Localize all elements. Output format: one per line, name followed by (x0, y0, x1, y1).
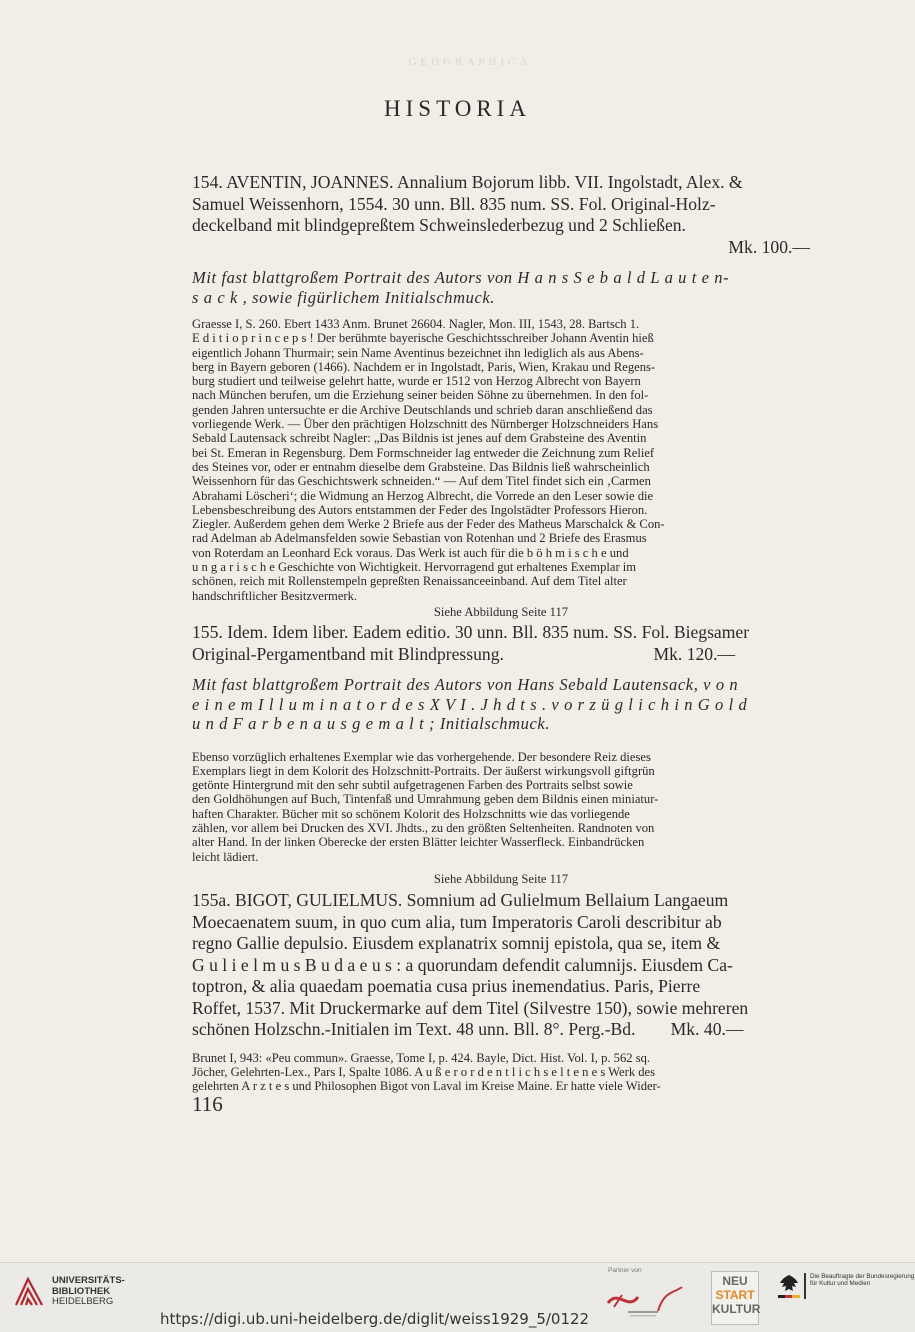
note-line: haften Charakter. Bücher mit so schönem Kolorit des Holzschnitts wie das vorliegende (192, 806, 630, 821)
entry-line: Roffet, 1537. Mit Druckermarke auf dem Titel (Silvestre 150), sowie mehreren (192, 997, 749, 1018)
library-line: UNIVERSITÄTS- (52, 1275, 125, 1287)
entry-line: toptron, & alia quaedam poematia cusa prius inemendatius. Paris, Pierre (192, 976, 701, 996)
note-line: Jöcher, Gelehrten-Lex., Pars I, Spalte 1086. A u ß e r o r d e n t l i c h s e l t e n e s Werk des (192, 1064, 656, 1079)
note-line: Sebald Lautensack schreibt Nagler: „Das Bildnis ist jenes auf dem Grabsteine des Aventin (192, 431, 647, 446)
library-line: HEIDELBERG (52, 1296, 114, 1308)
note-line: Lebensbeschreibung des Autors entstammen der Feder des Ingolstädter Professors Hieron. (192, 502, 648, 517)
entry-155a-commentary (192, 1051, 810, 1094)
entry-155-title (192, 622, 810, 665)
note-line: von Roterdam an Leonhard Eck voraus. Das Werk ist auch für die b ö h m i s c h e und (192, 545, 629, 560)
bkm-logo[interactable] (778, 1273, 915, 1299)
italic-line: e i n e m I l l u m i n a t o r d e s X V I . J h d t s . v o r z ü g l i c h i n G o l d (192, 694, 748, 714)
entry-line: deckelband mit blindgepreßtem Schweinslederbezug und 2 Schließen. (192, 215, 686, 235)
note-line: den Goldhöhungen auf Buch, Tintenfaß und Umrahmung geben dem Bildnis einen miniatur- (192, 792, 659, 807)
note-line: Weissenhorn für das Geschichtswerk schneiden.“ — Auf dem Titel findet sich ein ‚Carmen (192, 474, 651, 489)
entry-154 (192, 172, 810, 620)
note-line: Ebenso vorzüglich erhaltenes Exemplar wie das vorhergehende. Der besondere Reiz dieses (192, 749, 651, 764)
note-line: rad Adelman ab Adelmansfelden sowie Sebastian von Rotenhan und 2 Briefe des Erasmus (192, 531, 647, 546)
entry-154-illustration-note (192, 268, 810, 307)
note-line: des Steines vor, oder er entnahm dieselbe dem Grabsteine. Das Bildnis ließ wahrscheinlich (192, 459, 650, 474)
entry-line: 154. AVENTIN, JOANNES. Annalium Bojorum libb. VII. Ingolstadt, Alex. & (192, 172, 743, 192)
italic-line: s a c k , sowie figürlichem Initialschmuck. (192, 287, 496, 307)
note-line: handschriftlicher Besitzvermerk. (192, 588, 358, 603)
entry-line: 155. Idem. Idem liber. Eadem editio. 30 unn. Bll. 835 num. SS. Fol. Biegsamer (192, 622, 750, 642)
entry-155a-title (192, 890, 810, 1041)
note-line: Brunet I, 943: «Peu commun». Graesse, Tome I, p. 424. Bayle, Dict. Hist. Vol. I, p. 562 sq. (192, 1050, 651, 1065)
ub-heidelberg-icon (12, 1275, 46, 1309)
note-line: E d i t i o p r i n c e p s ! Der berühmte bayerische Geschichtsschreiber Johann Aventin hieß (192, 331, 654, 346)
federal-eagle-icon (778, 1273, 800, 1299)
viewer-footer (0, 1262, 915, 1332)
neustart-line: NEU (722, 1274, 748, 1288)
university-library-name (52, 1276, 125, 1308)
entry-price: Mk. 100.— (728, 236, 810, 257)
entry-line: Samuel Weissenhorn, 1554. 30 unn. Bll. 835 num. SS. Fol. Original-Holz- (192, 193, 716, 214)
neustart-line: START (715, 1288, 755, 1302)
entry-155 (192, 622, 810, 887)
note-line: leicht lädiert. (192, 849, 259, 864)
note-line: burg studiert und teilweise gelehrt hatte, wurde er 1512 von Herzog Albrecht von Bayern (192, 374, 641, 389)
entry-line: Original-Pergamentband mit Blindpressung. Mk. 120.— (192, 643, 736, 664)
entry-155-commentary (192, 750, 810, 864)
deutsche-digitale-bibliothek-logo[interactable] (600, 1281, 700, 1321)
note-line: Graesse I, S. 260. Ebert 1433 Anm. Brunet 26604. Nagler, Mon. III, 1543, 28. Bartsch 1. (192, 317, 640, 331)
entry-155a (192, 890, 810, 1093)
see-illustration-ref: Siehe Abbildung Seite 117 (433, 871, 569, 886)
italic-line: Mit fast blattgroßem Portrait des Autors von Hans Sebald Lautensack, v o n (192, 675, 739, 694)
note-line: vorliegende Werk. — Über den prächtigen Holzschnitt des Nürnberger Holzschneiders Hans (192, 417, 659, 432)
entry-154-title (192, 172, 810, 258)
neustart-kultur-logo[interactable] (711, 1271, 759, 1325)
note-line: eigentlich Johann Thurmair; sein Name Aventinus bezeichnet ihn lediglich als aus Abens- (192, 345, 644, 360)
note-line: genden Jahren untersuchte er die Archive Deutschlands und schrieb daran anschließend das (192, 402, 653, 417)
note-line: gelehrten A r z t e s und Philosophen Bigot von Laval im Kreise Maine. Er hatte viele Wider- (192, 1079, 661, 1094)
entry-line: G u l i e l m u s B u d a e u s : a quorundam defendit calumnijs. Eiusdem Ca- (192, 954, 733, 975)
section-heading: HISTORIA (384, 96, 531, 121)
note-line: schönen, reich mit Rollenstempeln gepreßten Renaissanceeinband. Auf dem Titel alter (192, 574, 627, 589)
entry-line: 155a. BIGOT, GULIELMUS. Somnium ad Gulielmum Bellaium Langaeum (192, 890, 729, 910)
note-line: Exemplars liegt in dem Kolorit des Holzschnitt-Portraits. Der äußerst wirkungsvoll giftgrün (192, 763, 655, 778)
note-line: berg in Bayern geboren (1466). Nachdem er in Ingolstadt, Paris, Wien, Krakau und Regens- (192, 359, 656, 374)
note-line: Abrahami Löscheri‘; die Widmung an Herzog Albrecht, die Vorrede an den Leser sowie die (192, 488, 654, 503)
entry-154-commentary (192, 317, 810, 603)
entry-line: Moecaenatem suum, in quo cum alia, tum Imperatoris Caroli describitur ab (192, 911, 722, 932)
note-line: zählen, vor allem bei Drucken des XVI. Jhdts., zu den größten Seltenheiten. Randnoten von (192, 820, 655, 835)
note-line: nach München berufen, um die Erziehung seiner beiden Söhne zu übernehmen. In den fol- (192, 388, 649, 403)
bkm-line: Die Beauftragte der Bundesregierung (810, 1273, 915, 1280)
bleed-through-header: GEOGRAPHICA (408, 56, 532, 68)
page-number: 116 (192, 1092, 223, 1116)
note-line: u n g a r i s c h e Geschichte von Wichtigkeit. Hervorragend gut erhaltenes Exemplar im (192, 560, 637, 575)
note-line: bei St. Emeran in Regensburg. Dem Formschneider lag entweder die Zeichnung zum Relief (192, 445, 655, 460)
note-line: alter Hand. In der linken Oberecke der ersten Blätter leichter Wasserfleck. Einbandrücken (192, 835, 645, 850)
italic-line: Mit fast blattgroßem Portrait des Autors von H a n s S e b a l d L a u t e n- (192, 268, 730, 287)
note-line: getönte Hintergrund mit den sehr subtil aufgetragenen Farben des Portraits selbst sowie (192, 778, 633, 793)
see-illustration-ref: Siehe Abbildung Seite 117 (433, 604, 569, 619)
italic-line: u n d F a r b e n a u s g e m a l t ; Initialschmuck. (192, 714, 551, 733)
neustart-line: KULTUR (712, 1302, 761, 1316)
entry-line: regno Gallie depulsio. Eiusdem explanatrix somnij epistola, qua se, item & (192, 933, 721, 953)
document-url[interactable]: https://digi.ub.uni-heidelberg.de/diglit/weiss1929_5/0122 (160, 1310, 590, 1328)
bkm-line: für Kultur und Medien (810, 1280, 871, 1287)
entry-line: schönen Holzschn.-Initialen im Text. 48 unn. Bll. 8°. Perg.-Bd. Mk. 40.— (192, 1019, 744, 1039)
library-line: BIBLIOTHEK (52, 1285, 111, 1297)
bkm-name (804, 1273, 915, 1299)
university-library-logo[interactable] (12, 1275, 125, 1309)
partner-label: Partner von (608, 1267, 642, 1274)
note-line: Ziegler. Außerdem gehen dem Werke 2 Briefe aus der Feder des Matheus Marschalck & Con- (192, 517, 665, 532)
entry-155-illustration-note (192, 675, 810, 734)
